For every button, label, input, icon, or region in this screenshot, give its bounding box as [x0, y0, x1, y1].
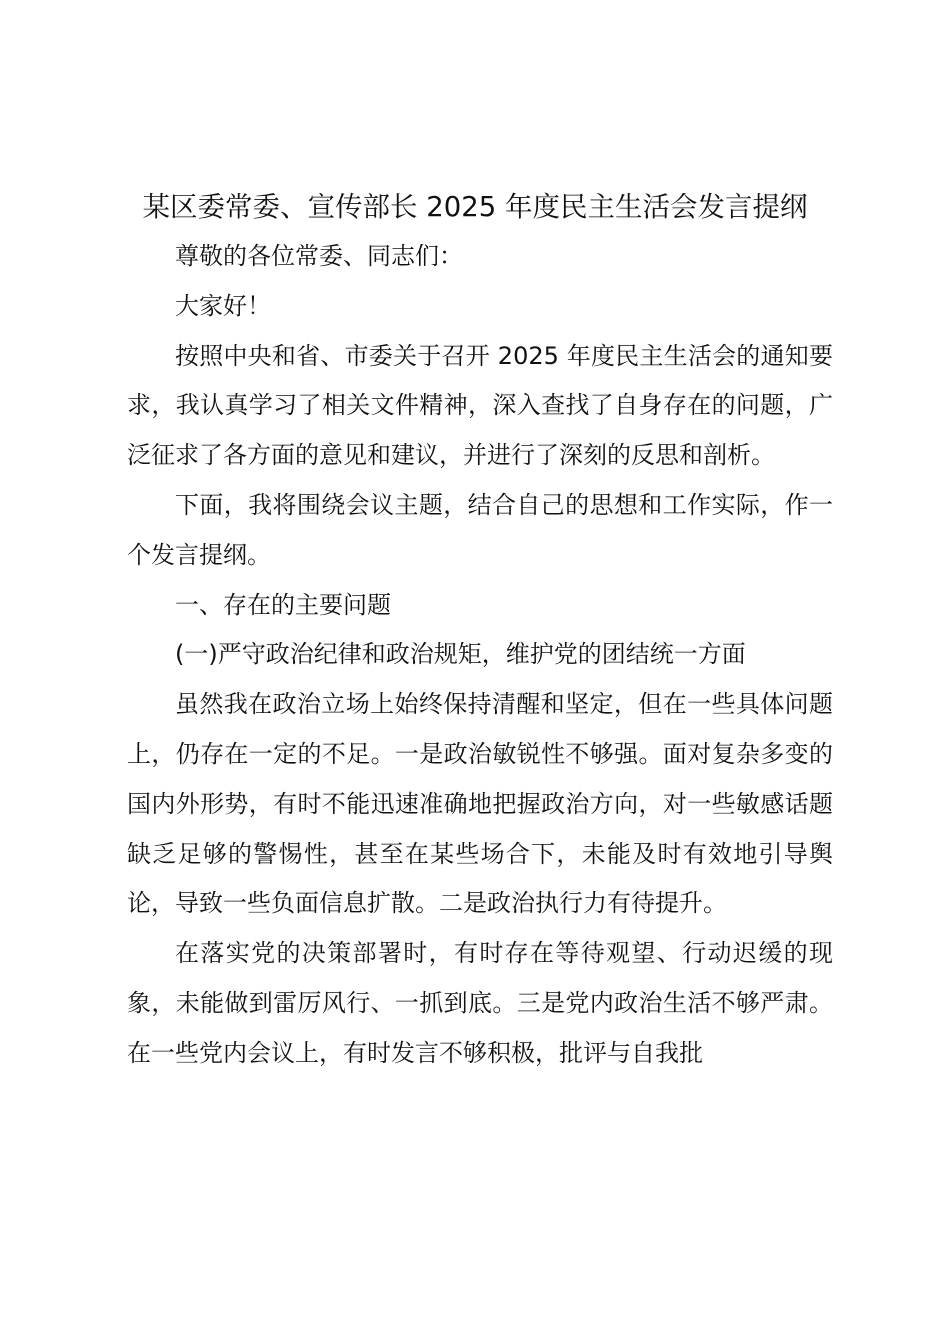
section-heading-main-problems: 一、存在的主要问题 [175, 590, 391, 619]
paragraph-salutation: 尊敬的各位常委、同志们： [175, 242, 463, 270]
paragraph-implementation: 在落实党的决策部署时，有时存在等待观望、行动迟缓的现象，未能做到雷厉风行、一抓到底。三是党内政治生活不够严肃。在一些党内会议上，有时发言不够积极，批评与自我批 [127, 939, 833, 1067]
document-title: 某区委常委、宣传部长 2025 年度民主生活会发言提纲 [142, 191, 808, 223]
paragraph-greeting: 大家好！ [175, 291, 271, 320]
subsection-heading-political-discipline: (一)严守政治纪律和政治规矩，维护党的团结统一方面 [175, 640, 746, 669]
paragraph-outline-intro: 下面，我将围绕会议主题，结合自己的思想和工作实际，作一个发言提纲。 [127, 490, 833, 569]
paragraph-intro: 按照中央和省、市委关于召开 2025 年度民主生活会的通知要求，我认真学习了相关文件精神，深入查找了自身存在的问题，广泛征求了各方面的意见和建议，并进行了深刻的反思和剖析。 [127, 341, 833, 470]
document-body [127, 232, 833, 1079]
paragraph-political-stance: 虽然我在政治立场上始终保持清醒和坚定，但在一些具体问题上，仍存在一定的不足。一是政治敏锐性不够强。面对复杂多变的国内外形势，有时不能迅速准确地把握政治方向，对一些敏感话题缺乏足够的警惕性，甚至在某些场合下，未能及时有效地引导舆论，导致一些负面信息扩散。二是政治执行力有待提升。 [127, 690, 833, 918]
